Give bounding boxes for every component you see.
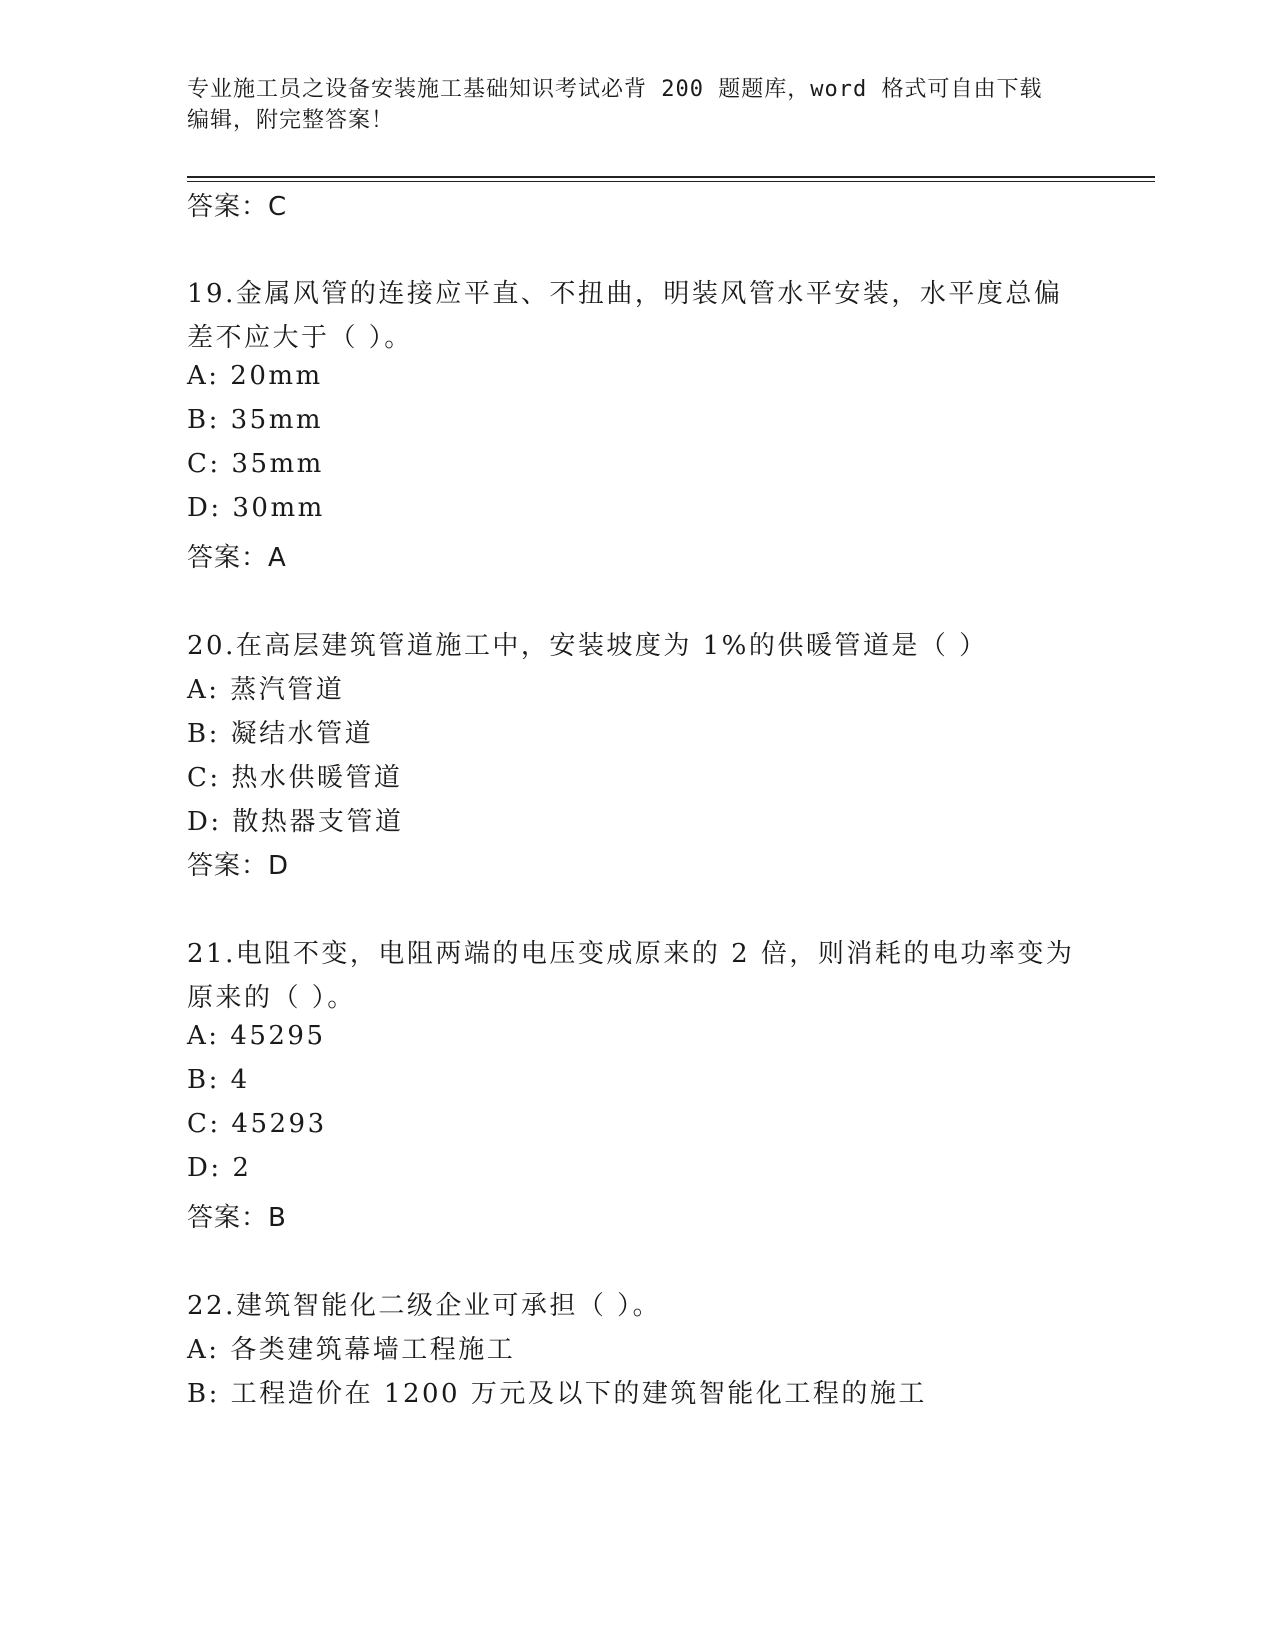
question-19-option-a: A: 20mm <box>187 361 323 391</box>
header-divider-thick <box>187 176 1155 178</box>
question-20-option-a: A: 蒸汽管道 <box>187 675 345 705</box>
question-19-stem-line-2: 差不应大于（ ）。 <box>187 323 413 353</box>
question-20-option-b: B: 凝结水管道 <box>187 719 374 749</box>
header-divider-thin <box>187 181 1155 182</box>
question-21-option-d: D: 2 <box>187 1153 252 1183</box>
question-22-option-a: A: 各类建筑幕墙工程施工 <box>187 1335 516 1365</box>
question-21-stem-line-2: 原来的（ ）。 <box>187 983 356 1013</box>
question-20-option-d: D: 散热器支管道 <box>187 807 404 837</box>
question-22-option-b: B: 工程造价在 1200 万元及以下的建筑智能化工程的施工 <box>187 1379 927 1409</box>
question-21-option-a: A: 45295 <box>187 1021 326 1051</box>
question-19-option-c: C: 35mm <box>187 449 324 479</box>
question-20-answer: 答案：D <box>187 851 290 881</box>
question-19-answer: 答案：A <box>187 543 287 573</box>
header-line-2: 编辑，附完整答案！ <box>187 108 395 133</box>
question-21-option-c: C: 45293 <box>187 1109 327 1139</box>
question-19-option-b: B: 35mm <box>187 405 324 435</box>
question-20-stem-line-1: 20.在高层建筑管道施工中，安装坡度为 1%的供暖管道是（ ） <box>187 631 988 661</box>
question-19-stem-line-1: 19.金属风管的连接应平直、不扭曲，明装风管水平安装，水平度总偏 <box>187 279 1063 309</box>
header-line-1: 专业施工员之设备安装施工基础知识考试必背 200 题题库，word 格式可自由下载 <box>187 77 1043 102</box>
document-header <box>187 74 1067 136</box>
question-21-option-b: B: 4 <box>187 1065 250 1095</box>
question-21-stem-line-1: 21.电阻不变，电阻两端的电压变成原来的 2 倍，则消耗的电功率变为 <box>187 939 1075 969</box>
question-19-option-d: D: 30mm <box>187 493 325 523</box>
previous-answer: 答案：C <box>187 192 288 222</box>
question-20-option-c: C: 热水供暖管道 <box>187 763 403 793</box>
question-21-answer: 答案：B <box>187 1203 287 1233</box>
question-22-stem-line-1: 22.建筑智能化二级企业可承担（ ）。 <box>187 1291 662 1321</box>
